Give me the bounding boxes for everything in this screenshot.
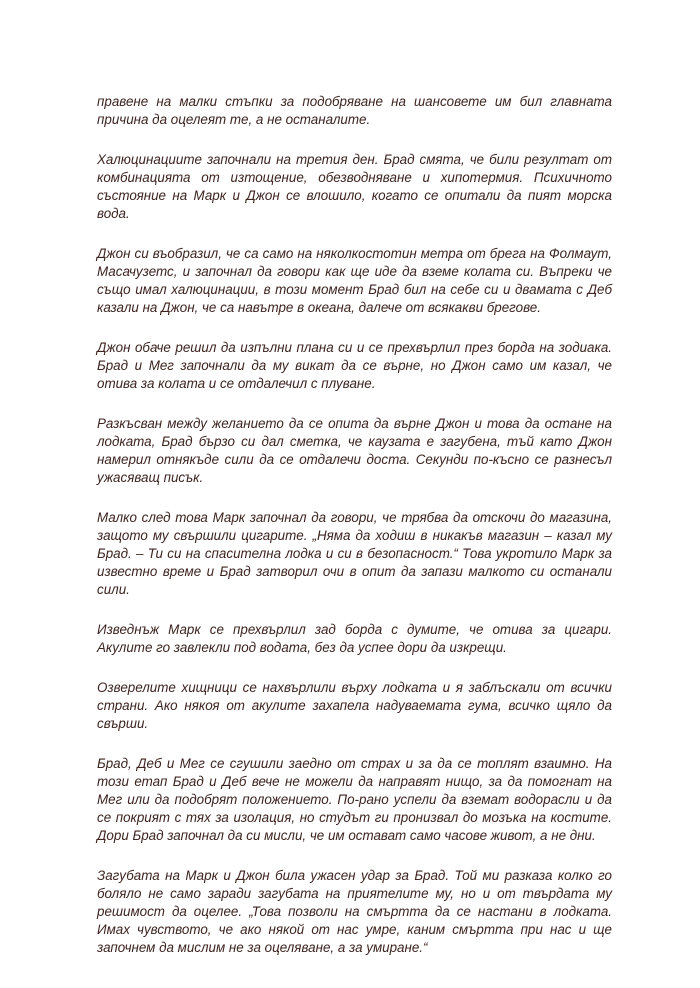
paragraph-6: Малко след това Марк започнал да говори, че трябва да отскочи до магазина, защото му свършили цигарите. „Няма да ходиш в никакъв магазин – казал му Брад. – Ти си на спасителна лодка и си в безопасност.“ Това укротило Марк за известно време и Брад затворил очи в опит да запази малкото си останали сили. <box>97 510 612 597</box>
document-page <box>97 93 612 979</box>
paragraph-1: правене на малки стъпки за подобряване на шансовете им бил главната причина да оцелеят те, а не останалите. <box>97 94 612 127</box>
paragraph-2: Халюцинациите започнали на третия ден. Брад смята, че били резултат от комбинацията от изтощение, обезводняване и хипотермия. Психичното състояние на Марк и Джон се влошило, когато се опитали да пият морска вода. <box>97 152 612 221</box>
paragraph-5: Разкъсван между желанието да се опита да върне Джон и това да остане на лодката, Брад бързо си дал сметка, че каузата е загубена, тъй като Джон намерил отнякъде сили да се отдалечи доста. Секунди по-късно се разнесъл ужасяващ писък. <box>97 416 612 485</box>
paragraph-4: Джон обаче решил да изпълни плана си и се прехвърлил през борда на зодиака. Брад и Мег започнали да му викат да се върне, но Джон само им казал, че отива за колата и се отдалечил с плуване. <box>97 340 612 391</box>
paragraph-7: Изведнъж Марк се прехвърлил зад борда с думите, че отива за цигари. Акулите го завлекли под водата, без да успее дори да изкрещи. <box>97 622 612 655</box>
paragraph-10: Загубата на Марк и Джон била ужасен удар за Брад. Той ми разказа колко го боляло не само заради загубата на приятелите му, но и от твърдата му решимост да оцелее. „Това позволи на смъртта да се настани в лодката. Имах чувството, че ако някой от нас умре, каним смъртта при нас и ще започнем да мислим не за оцеляване, а за умиране.“ <box>97 868 612 955</box>
paragraph-9: Брад, Деб и Мег се сгушили заедно от страх и за да се топлят взаимно. На този етап Брад и Деб вече не можели да направят нищо, за да помогнат на Мег или да подобрят положението. По-рано успели да вземат водорасли и да се покрият с тях за изолация, но студът ги пронизвал до мозъка на костите. Дори Брад започнал да си мисли, че им остават само часове живот, а не дни. <box>97 756 612 843</box>
paragraph-3: Джон си въобразил, че са само на няколкостотин метра от брега на Фолмаут, Масачузетс, и започнал да говори как ще иде да вземе колата си. Въпреки че също имал халюцинации, в този момент Брад бил на себе си и двамата с Деб казали на Джон, че са навътре в океана, далече от всякакви брегове. <box>97 246 612 315</box>
paragraph-8: Озверелите хищници се нахвърлили върху лодката и я заблъскали от всички страни. Ако някоя от акулите захапела надуваемата гума, всичко щяло да свърши. <box>97 680 612 731</box>
